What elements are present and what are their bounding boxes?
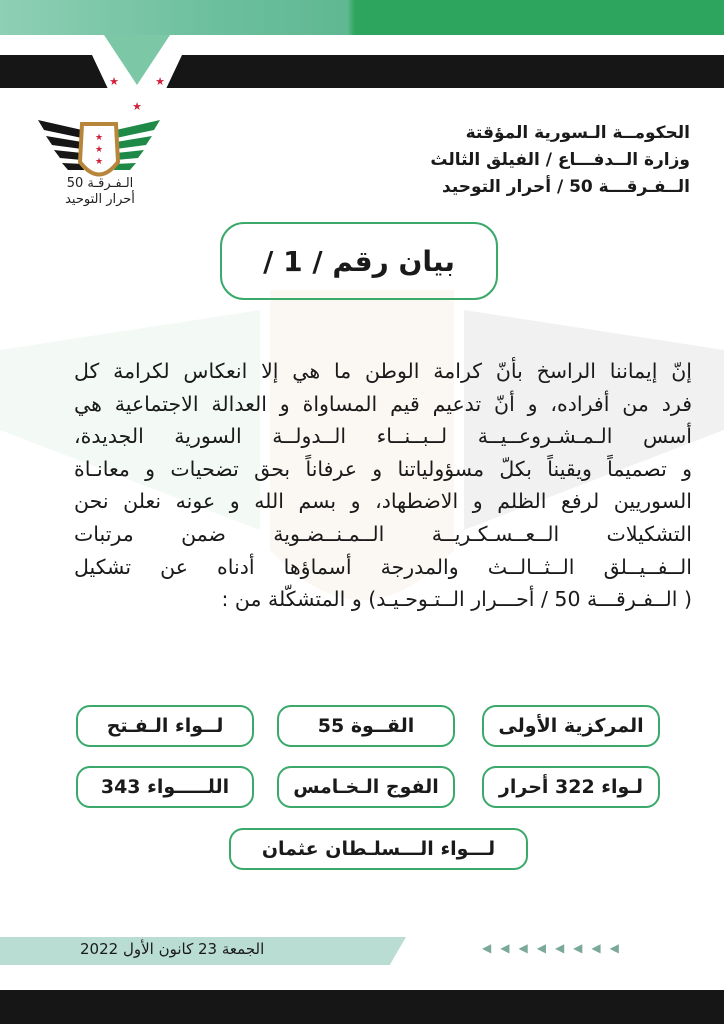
unit-pill: المركزية الأولى [482, 705, 660, 747]
unit-pill: الفوج الـخـامس [277, 766, 455, 808]
arrow-left-icon: ◀ [500, 941, 510, 955]
unit-pill: اللـــــواء 343 [76, 766, 254, 808]
logo-line-2: أحرار التوحيد [65, 192, 135, 207]
body-line: التشكيلات الــعــسـكـريــة الــمـنــضـوية ضمن مرتبات [74, 521, 692, 546]
arrow-left-icon: ◀ [554, 941, 565, 955]
footer-date: الجمعة 23 كانون الأول 2022 [80, 940, 265, 958]
body-line: ( الــفـرقـــة 50 / أحـــرار الــتـوحـيـد) و المتشكّلة من : [221, 587, 692, 612]
logo-line-1: الـفـرقـة 50 [66, 176, 134, 191]
unit-pill: القــوة 55 [277, 705, 455, 747]
footer-arrows [482, 941, 619, 955]
body-line: إنّ إيماننا الراسخ بأنّ كرامة الوطن ما هي إلا انعكاس لكرامة كل [74, 359, 692, 383]
logo-caption [50, 176, 150, 208]
svg-text:★: ★ [132, 100, 142, 113]
bottom-black-band [0, 990, 724, 1024]
svg-text:★: ★ [94, 157, 104, 167]
arrow-left-icon: ◀ [518, 941, 528, 955]
statement-body [74, 355, 692, 616]
body-line: و تصميماً ويقيناً بكلّ مسؤولياتنا و عرفاناً بحق تضحيات و معانـاة [74, 456, 692, 481]
svg-text:★: ★ [94, 145, 104, 155]
body-line: فرد من أفراده، و أنّ تدعيم قيم المساواة و العدالة الاجتماعية هي [74, 391, 692, 416]
unit-pill: لـواء 322 أحرار [482, 766, 660, 808]
unit-pill: لـــواء الـــسلـطان عثمان [229, 828, 528, 870]
svg-text:★: ★ [155, 75, 165, 88]
arrow-left-icon: ◀ [573, 941, 583, 955]
body-line: أسس الـمـشـروعــيــة لــبــنــاء الــدولــة السورية الجديدة، [74, 424, 692, 449]
letterhead-line: الــفـرقـــة 50 / أحرار التوحيد [442, 177, 690, 197]
body-line: السوريين لرفع الظلم و الاضطهاد، و بسم الله و عونه نعلن نحن [74, 489, 692, 514]
svg-text:★: ★ [94, 133, 104, 143]
body-line: الــفــيــلق الــثــالــث والمدرجة أسماؤها أدناه عن تشكيل [74, 554, 692, 579]
arrow-left-icon: ◀ [591, 941, 601, 955]
letterhead [430, 120, 690, 201]
letterhead-line: وزارة الــدفـــاع / الفيلق الثالث [430, 150, 690, 170]
svg-text:★: ★ [109, 75, 119, 88]
letterhead-line: الحكومــة الـسورية المؤقتة [465, 123, 690, 143]
unit-pill: لــواء الـفـتح [76, 705, 254, 747]
statement-title: بيان رقم / 1 / [220, 222, 498, 300]
arrow-left-icon: ◀ [536, 941, 546, 955]
arrow-left-icon: ◀ [609, 941, 619, 955]
top-green-band [0, 0, 724, 35]
arrow-left-icon: ◀ [482, 941, 492, 955]
